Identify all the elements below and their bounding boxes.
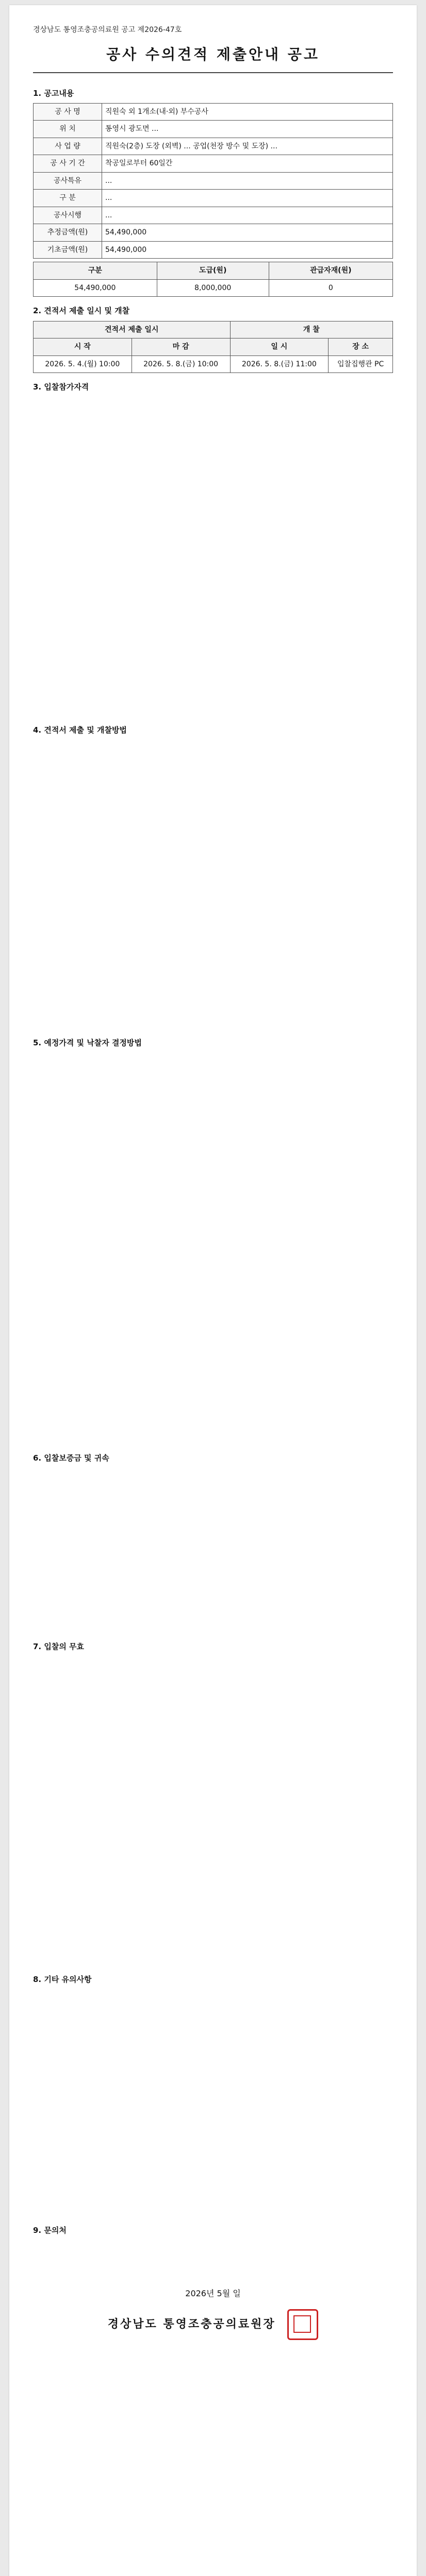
schedule-sub-time: 일 시: [230, 338, 329, 356]
schedule-open-time: 2026. 5. 8.(금) 11:00: [230, 355, 329, 373]
section-3-body: [33, 397, 393, 716]
schedule-table: [33, 321, 393, 374]
overview-label: 공 사 명: [34, 103, 102, 121]
official-seal-icon: [287, 2309, 318, 2340]
overview-label: 공 사 기 간: [34, 155, 102, 173]
section-2-heading: 2. 견적서 제출 일시 및 개찰: [33, 306, 130, 316]
overview-value: ...: [102, 207, 393, 224]
overview-row: [34, 121, 393, 138]
section-5-heading: 5. 예정가격 및 낙찰자 결정방법: [33, 1038, 142, 1047]
overview-label: 사 업 량: [34, 138, 102, 155]
section-4-body: [33, 740, 393, 1029]
signer-name: 경상남도 통영조충공의료원장: [107, 2317, 276, 2331]
overview-row: [34, 241, 393, 259]
amount-subtable-header: 관급자재(원): [269, 262, 392, 280]
amount-subtable-value: 54,490,000: [34, 279, 157, 297]
section-8-heading: 8. 기타 유의사항: [33, 1975, 92, 1985]
notice-signer: [33, 2309, 393, 2340]
schedule-sub-start: 시 작: [34, 338, 132, 356]
overview-value: 54,490,000: [102, 224, 393, 242]
overview-row: [34, 103, 393, 121]
amount-subtable: [33, 262, 393, 297]
overview-label: 공사특유: [34, 172, 102, 190]
section-6-body: [33, 1468, 393, 1633]
schedule-sub-end: 마 감: [132, 338, 230, 356]
section-6-heading: 6. 입찰보증금 및 귀속: [33, 1453, 109, 1463]
schedule-submit-head: 견적서 제출 일시: [34, 321, 231, 338]
amount-subtable-header: 도급(원): [157, 262, 269, 280]
section-4-heading: 4. 견적서 제출 및 개찰방법: [33, 725, 127, 735]
overview-value: 54,490,000: [102, 241, 393, 259]
overview-row: [34, 155, 393, 173]
section-3-heading: 3. 입찰참가자격: [33, 382, 89, 392]
section-5-body: [33, 1053, 393, 1444]
section-9-heading: 9. 문의처: [33, 2225, 67, 2235]
section-1-heading: 1. 공고내용: [33, 88, 74, 98]
schedule-start: 2026. 5. 4.(월) 10:00: [34, 355, 132, 373]
section-7-heading: 7. 입찰의 무효: [33, 1642, 85, 1651]
document-title: 공사 수의견적 제출안내 공고: [33, 42, 393, 73]
schedule-sub-place: 장 소: [329, 338, 393, 356]
overview-row: [34, 172, 393, 190]
section-8-body: [33, 1990, 393, 2216]
overview-label: 추정금액(원): [34, 224, 102, 242]
amount-subtable-header: 구분: [34, 262, 157, 280]
notice-date: 2026년 5월 일: [185, 2288, 241, 2298]
overview-label: 위 치: [34, 121, 102, 138]
section-7-body: [33, 1656, 393, 1965]
overview-label: 공사시행: [34, 207, 102, 224]
section-9-body: [33, 2240, 393, 2271]
overview-value: 직원숙(2층) 도장 (외벽) ... 공업(천장 방수 및 도장) ...: [102, 138, 393, 155]
amount-subtable-value: 8,000,000: [157, 279, 269, 297]
overview-row: [34, 207, 393, 224]
overview-value: ...: [102, 190, 393, 207]
overview-row: [34, 138, 393, 155]
overview-row: [34, 224, 393, 242]
overview-value: 직원숙 외 1개소(내·외) 부수공사: [102, 103, 393, 121]
notice-number: 경상남도 통영조충공의료원 공고 제2026-47호: [33, 26, 182, 34]
overview-value: ...: [102, 172, 393, 190]
amount-subtable-value: 0: [269, 279, 392, 297]
schedule-open-head: 개 찰: [230, 321, 393, 338]
document-page-1: [9, 5, 417, 2576]
overview-label: 기초금액(원): [34, 241, 102, 259]
schedule-end: 2026. 5. 8.(금) 10:00: [132, 355, 230, 373]
overview-label: 구 분: [34, 190, 102, 207]
schedule-open-place: 입찰집행관 PC: [329, 355, 393, 373]
overview-value: 착공일로부터 60일간: [102, 155, 393, 173]
overview-value: 통영시 광도면 ...: [102, 121, 393, 138]
overview-table: [33, 103, 393, 259]
overview-row: [34, 190, 393, 207]
